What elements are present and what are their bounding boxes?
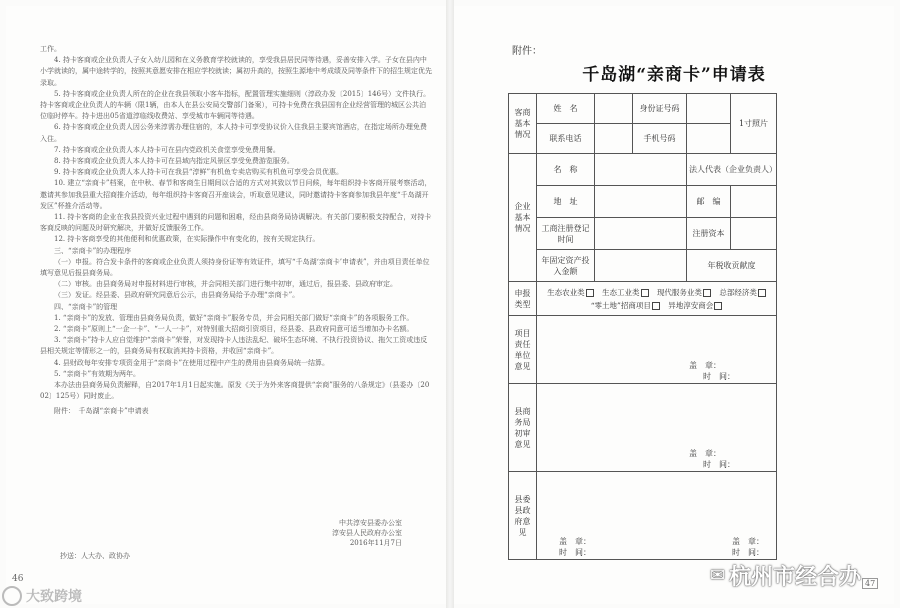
- time-label: 时 间：: [559, 548, 591, 557]
- seal-label: 盖 章：: [559, 537, 591, 546]
- field-commerce-opinion[interactable]: [537, 384, 777, 472]
- wechat-icon: ✉: [710, 565, 726, 586]
- option-eco-agriculture[interactable]: 生态农业类: [547, 288, 594, 297]
- paragraph: 4. 县财政每年安排专项资金用于“亲商卡”在使用过程中产生的费用由县商务局统一结算。: [54, 358, 330, 367]
- paragraph: 2. “亲商卡”原则上“一企一卡”、“一人一卡”，对特别重大招商引资项目，经县委、县政府同意可适当增加办卡名额。: [54, 325, 414, 334]
- paragraph: 工作。: [40, 45, 61, 53]
- section-merchant: 客商基本情况: [509, 94, 537, 154]
- time-label: 时 间：: [732, 548, 764, 557]
- seal-label: 盖 章：: [689, 449, 721, 458]
- watermark-left: [2, 586, 82, 606]
- paragraph: （一）申报。符合发卡条件的客商或企业负责人须持身份证等有效证件，填写“千岛湖‘亲商卡’申请表”，并由项目责任单位填写意见后报县商务局。: [40, 257, 430, 278]
- paragraph: 9. 持卡客商或企业负责人本人持卡可在我县“淳鲜”有机鱼专卖店购买有机鱼可享受会员优惠。: [54, 168, 344, 177]
- label-registration-time: 工商注册登记时间: [537, 218, 595, 250]
- application-form-table: [508, 93, 777, 560]
- watermark-right: [710, 560, 861, 591]
- left-page-text: [40, 44, 432, 417]
- section-commerce-bureau: 县商务局初审意见: [509, 384, 537, 472]
- label-postcode: 邮 编: [687, 186, 731, 218]
- photo-box[interactable]: 1寸照片: [731, 94, 777, 154]
- declare-options: [537, 282, 777, 316]
- watermark-logo-icon: [2, 586, 22, 606]
- option-chamber[interactable]: 异地淳安商会: [668, 301, 722, 310]
- paragraph: 12. 持卡客商享受的其他便利和优惠政策，在实际操作中有变化的，按有关规定执行。: [54, 235, 320, 244]
- paragraph: 3. “亲商卡”持卡人应自觉维护“亲商卡”荣誉，对发现持卡人违法乱纪、破坏生态环境、不执行投资协议、拖欠工资或违反县相关规定等情形之一的，县商务局有权取消其持卡资格，并收回“亲商卡”。: [40, 336, 428, 356]
- paragraph: 11. 持卡客商的企业在我县投资兴业过程中遇到的问题和困难，经由县商务局协调解决。有关部门要积极支持配合，对持卡客商反映的问题及时研究解决，并做好反馈服务工作。: [40, 213, 432, 233]
- field-project-unit-opinion[interactable]: [537, 316, 777, 384]
- paragraph: （三）发证。经县委、县政府研究同意后公示，由县商务局给予办理“亲商卡”。: [54, 291, 300, 300]
- field-id-number[interactable]: [687, 94, 731, 124]
- issuer-1: 中共淳安县委办公室: [339, 519, 402, 527]
- checkbox-icon[interactable]: [703, 289, 711, 297]
- option-modern-service[interactable]: 现代服务业类: [657, 288, 711, 297]
- checkbox-icon[interactable]: [652, 302, 660, 310]
- attachment-label: 附件：: [512, 46, 542, 57]
- label-name: 姓 名: [537, 94, 595, 124]
- page-gutter: [446, 0, 454, 608]
- copy-to: 抄送：人大办、政协办: [60, 552, 130, 560]
- paragraph: 8. 持卡客商或企业负责人本人持卡可在县域内指定风景区享受免费游览服务。: [54, 157, 294, 166]
- paragraph: （二）审核。由县商务局对申报材料进行审核，并会同相关部门进行集中初审，通过后，报县委、县政府审定。: [54, 280, 397, 289]
- option-zero-land[interactable]: “零土地”招商项目: [591, 301, 660, 310]
- field-postcode[interactable]: [731, 186, 777, 218]
- section-enterprise: 企业基本情况: [509, 154, 537, 282]
- label-legal-rep: 法人代表（企业负责人）: [687, 154, 777, 186]
- time-label: 时 间：: [703, 372, 735, 381]
- issuer-2: 淳安县人民政府办公室: [332, 529, 402, 537]
- issue-date: 2016年11月7日: [349, 539, 402, 547]
- section-declare-type: 申报类型: [509, 282, 537, 316]
- checkbox-icon[interactable]: [586, 289, 594, 297]
- label-registered-capital: 注册资本: [687, 218, 731, 250]
- paragraph: 本办法由县商务局负责解释，自2017年1月1日起实施。原发《关于为外来客商提供“亲商”服务的八条规定》（县委办〔2002〕125号）同时废止。: [40, 381, 430, 401]
- paragraph: 4. 持卡客商或企业负责人子女入幼儿园和在义务教育学校就读的，享受我县居民同等待遇，妥善安排入学。子女在县内中小学就读的，属中途转学的，按照其意愿安排在相应学校就读；属初升高的，按照生源地中考成绩及同等条件下的招生规定优先录取。: [40, 56, 432, 87]
- label-fixed-assets: 年固定资产投入金额: [537, 250, 595, 282]
- label-company-name: 名 称: [537, 154, 595, 186]
- checkbox-icon[interactable]: [641, 289, 649, 297]
- label-phone: 联系电话: [537, 124, 595, 154]
- form-title: 千岛湖“亲商卡”申请表: [582, 65, 766, 85]
- option-hq-economy[interactable]: 总部经济类: [719, 288, 766, 297]
- field-name[interactable]: [595, 94, 633, 124]
- field-company-name[interactable]: [595, 154, 687, 186]
- label-id-number: 身份证号码: [633, 94, 687, 124]
- paragraph: 1. “亲商卡”的发放、管理由县商务局负责，做好“亲商卡”服务专员，并会同相关部门做好“亲商卡”的各项服务工作。: [54, 313, 414, 322]
- field-committee-opinion[interactable]: [537, 472, 777, 560]
- field-registered-capital[interactable]: [731, 218, 777, 250]
- page-number-right: 47: [862, 578, 878, 589]
- paragraph: 7. 持卡客商或企业负责人本人持卡可在县内党政机关食堂享受免费用餐。: [54, 145, 280, 154]
- label-mobile: 手机号码: [633, 124, 687, 154]
- section-heading: 四、“亲商卡”的管理: [54, 302, 118, 311]
- checkbox-icon[interactable]: [758, 289, 766, 297]
- watermark-left-text: 大致跨境: [26, 589, 82, 605]
- attachment-note: 附件： 千岛湖“亲商卡”申请表: [54, 406, 149, 415]
- section-heading: 三、“亲商卡”的办理程序: [54, 246, 132, 255]
- section-project-unit: 项目责任单位意见: [509, 316, 537, 384]
- watermark-right-text: 杭州市经合办: [729, 565, 862, 590]
- page-number-left: 46: [12, 574, 24, 584]
- label-annual-tax: 年税收贡献度: [687, 250, 777, 282]
- field-phone[interactable]: [595, 124, 633, 154]
- section-committee: 县委县政府意见: [509, 472, 537, 560]
- checkbox-icon[interactable]: [714, 302, 722, 310]
- paragraph: 5. 持卡客商或企业负责人所在的企业在我县领取小客车指标，配置管理实施细则（淳政办发〔2015〕146号）文件执行。持卡客商或企业负责人的车辆（限1辆，由本人在县公安局交警部门备案），可持卡免费在我县国有企业经营管理的城区公共泊位临时停车。持卡进出05省道淳临线收费站、享受城市车辆同等待遇。: [40, 89, 431, 121]
- seal-label: 盖 章：: [689, 361, 721, 370]
- label-address: 地 址: [537, 186, 595, 218]
- field-address[interactable]: [595, 186, 687, 218]
- time-label: 时 间：: [703, 460, 735, 469]
- option-eco-industry[interactable]: 生态工业类: [602, 288, 649, 297]
- field-fixed-assets[interactable]: [595, 250, 687, 282]
- field-registration-time[interactable]: [595, 218, 687, 250]
- paragraph: 10. 建立“亲商卡”档案，在中秋、春节和客商生日期间以合适的方式对其致以节日问候，每年组织持卡客商开展考察活动，邀请其参加我县重大招商推介活动，每年组织持卡客商召开座谈会，听取意见建议，同时邀请持卡客商参加我县年度“千岛湖开发区”杯推介活动等。: [40, 179, 432, 210]
- paragraph: 6. 持卡客商或企业负责人因公务来淳需办理住宿的，本人持卡可享受协议价入住我县主要宾馆酒店，在指定场所办理免费入住。: [40, 123, 427, 143]
- signature-block: [282, 518, 402, 548]
- field-mobile[interactable]: [687, 124, 731, 154]
- seal-label: 盖 章：: [732, 537, 764, 546]
- paragraph: 5. “亲商卡”有效期为两年。: [54, 369, 141, 378]
